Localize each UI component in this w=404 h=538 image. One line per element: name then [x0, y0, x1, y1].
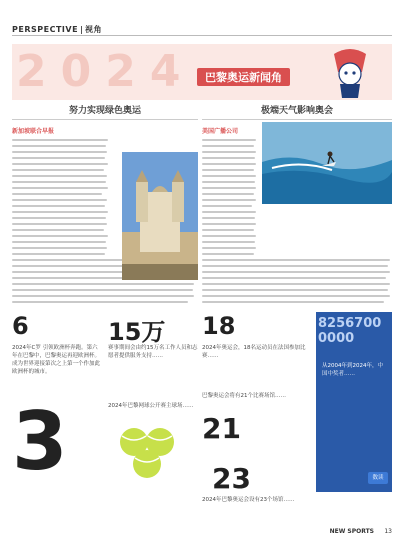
stat-18: 18 [202, 312, 236, 340]
section-divider [81, 26, 82, 34]
lyon-basilica-photo [122, 152, 198, 280]
mascot-illustration [328, 46, 372, 98]
stat-150k-caption: 赛事期间会由约15万名工作人员和志愿者提供服务支持…… [108, 345, 198, 359]
stat-3-caption: 2024年巴黎网球公开赛主球场…… [108, 403, 194, 409]
stat-6: 6 [12, 312, 29, 340]
stat-21-caption: 巴黎奥运会将有21个比赛场馆…… [202, 393, 286, 399]
stats-section [12, 312, 392, 524]
left-byline: 新加坡联合早报 [12, 128, 55, 135]
banner-year: 2024 [16, 46, 195, 97]
data-reading-badge: 数读 [368, 472, 388, 484]
stat-23-caption: 2024年巴黎奥运会设有23个场馆…… [202, 497, 295, 503]
banner [12, 44, 392, 100]
left-headline: 努力实现绿色奥运 [12, 100, 198, 120]
right-article [202, 100, 392, 307]
stat-23: 23 [212, 462, 251, 495]
left-article [12, 100, 198, 307]
highlight-number: 82567000000 [318, 316, 382, 346]
stat-18-caption: 2024年奥运会，18名运动员在法国参加比赛…… [202, 345, 306, 359]
stat-21: 21 [202, 412, 241, 445]
right-headline: 极端天气影响奥会 [202, 100, 392, 120]
tennis-balls-illustration [112, 422, 182, 482]
footer-brand: NEW SPORTS [329, 528, 374, 535]
section-label [12, 24, 102, 35]
highlight-text: 从2004年到2024年，中国中奖者…… [322, 363, 383, 377]
banner-title: 巴黎奥运新闻角 [197, 68, 290, 86]
stat-6-caption: 2024年C罗 引领欧洲杯奔跑。第六年在巴黎中，巴黎奥运再迎欧洲杯。成为世界迎接第次之上第一个作加此欧洲杯的城市。 [12, 345, 101, 375]
right-byline: 美国广播公司 [202, 128, 239, 135]
surfing-photo [262, 122, 392, 204]
subsection-name: 视角 [85, 25, 103, 34]
page-number: 13 [384, 528, 392, 535]
page-header [0, 0, 404, 44]
highlight-box [316, 312, 392, 492]
header-rule [12, 35, 392, 36]
section-name: PERSPECTIVE [12, 25, 79, 34]
stat-3: 3 [12, 395, 68, 488]
page-footer [12, 528, 392, 538]
stat-150k: 15万 [108, 318, 166, 346]
